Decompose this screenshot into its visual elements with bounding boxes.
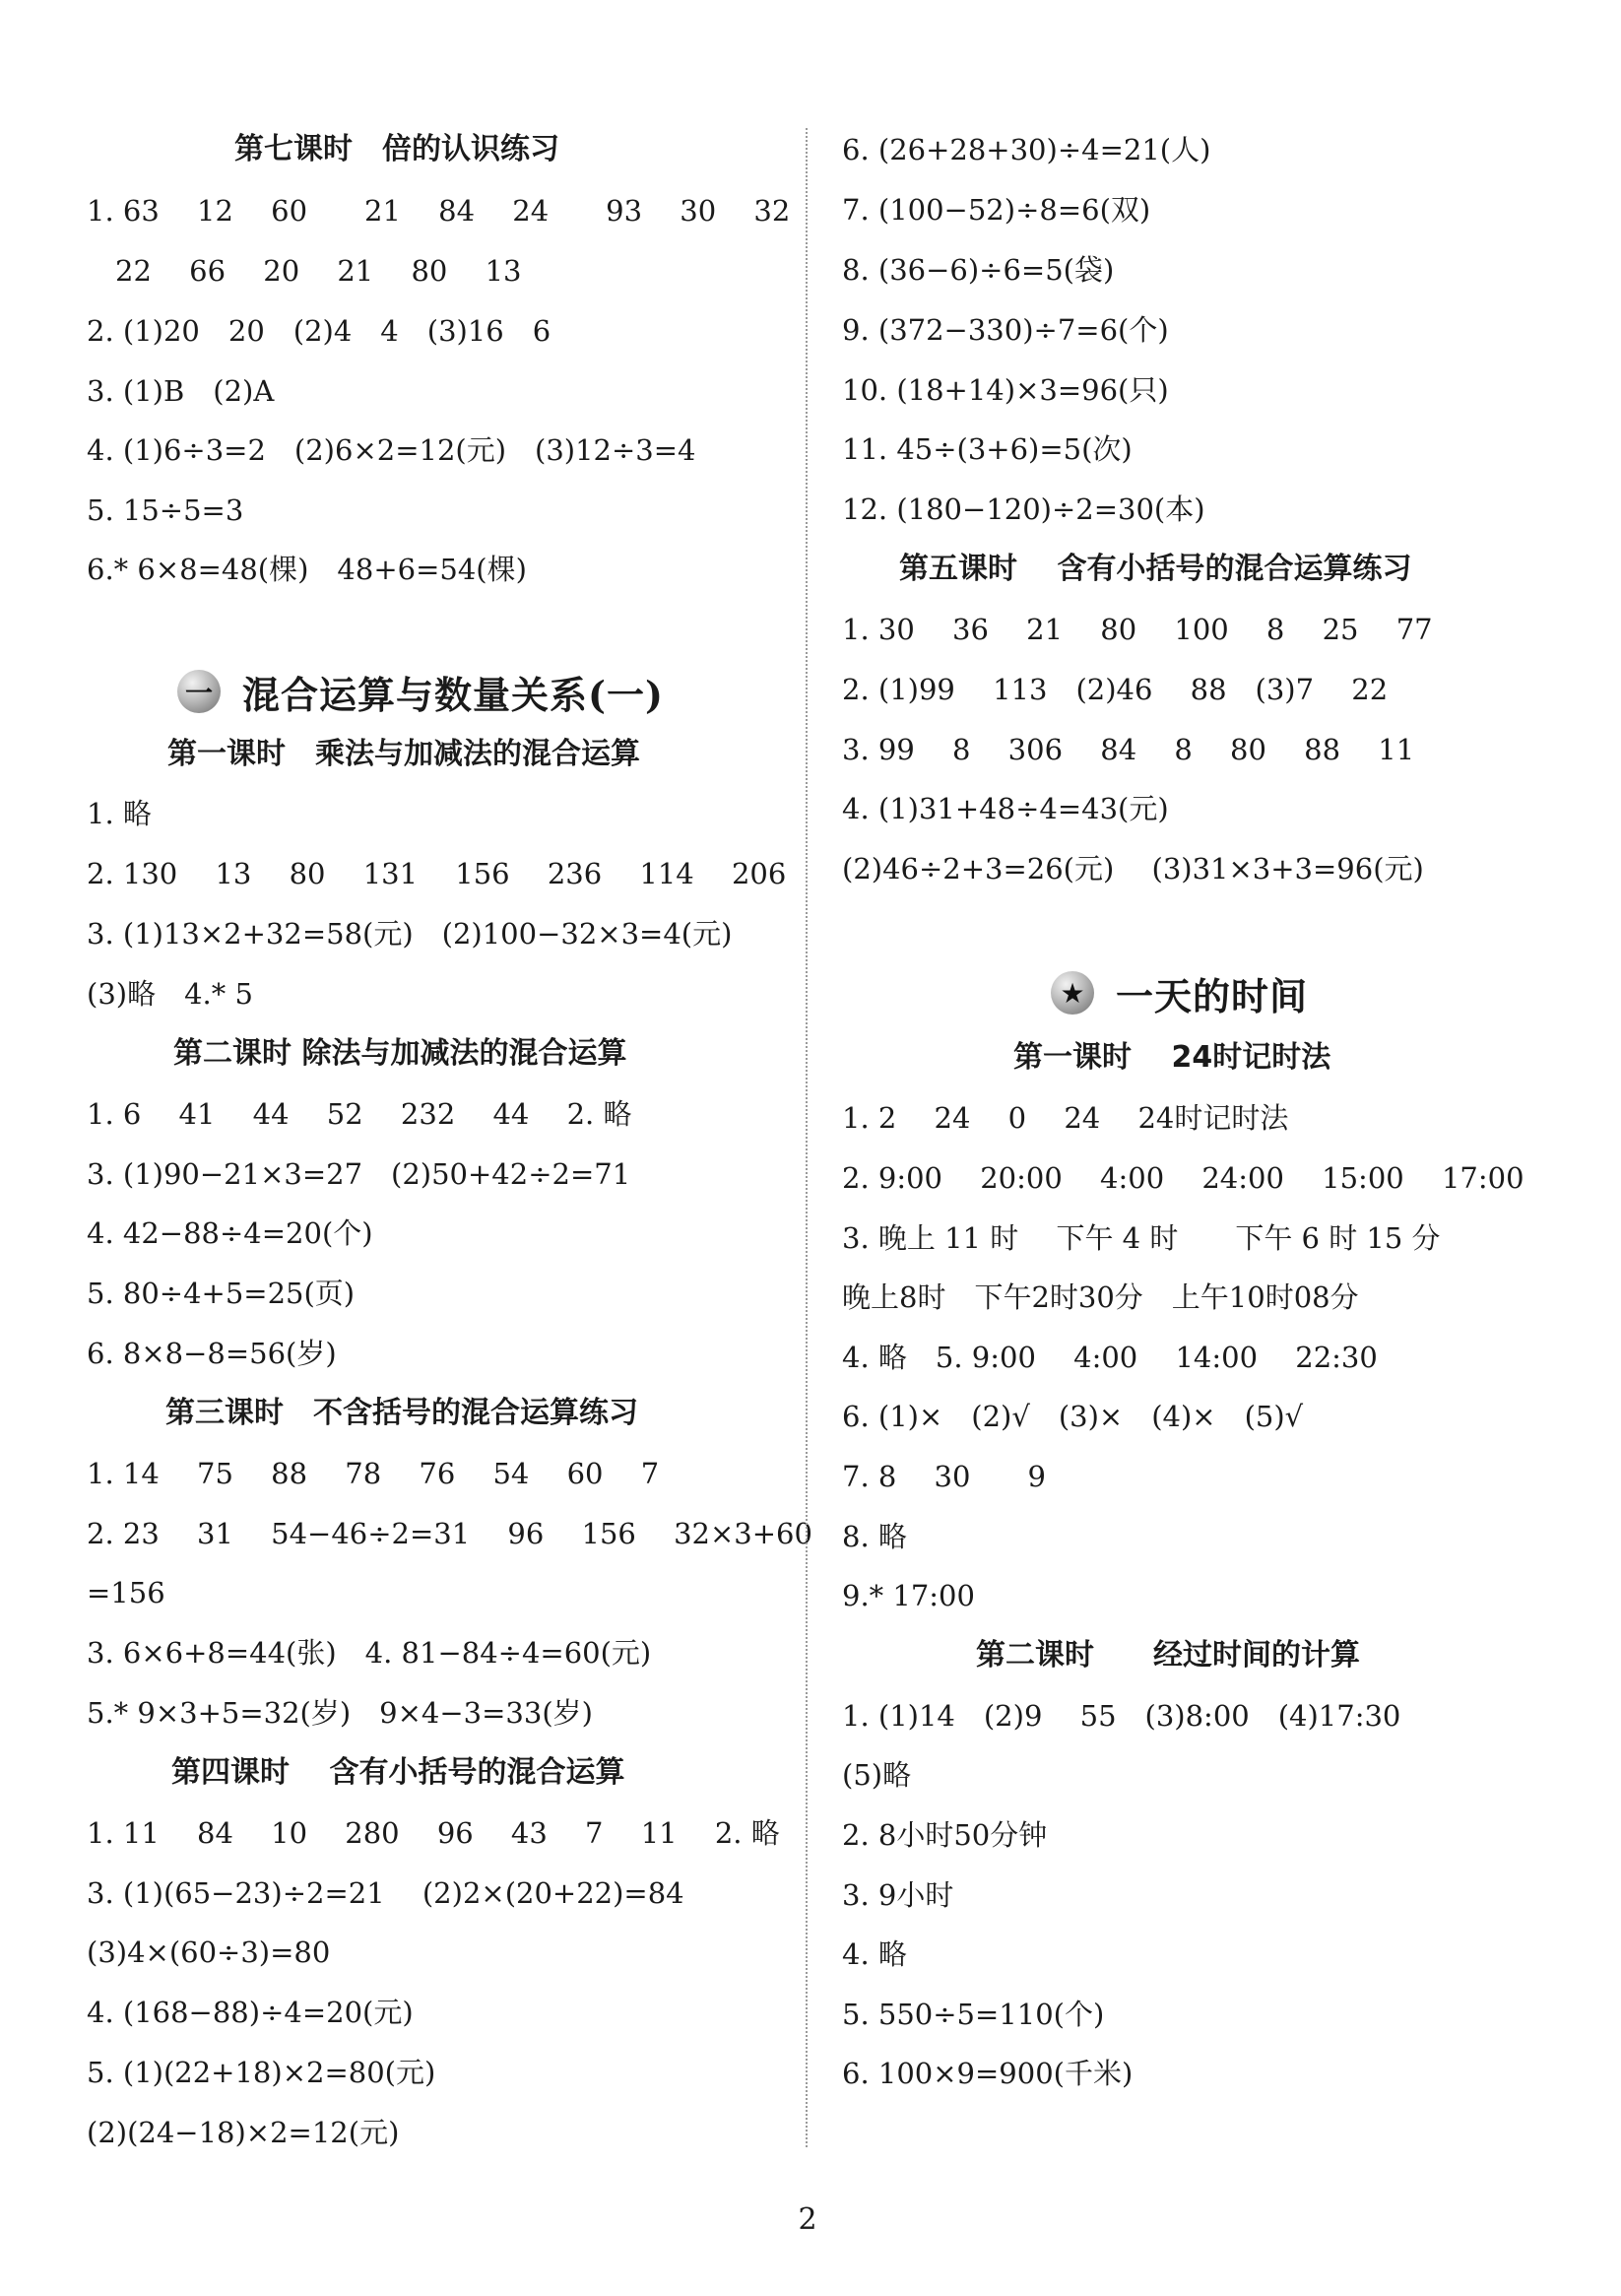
answer-line: 3. 99 8 306 84 8 80 88 11 <box>842 733 1415 766</box>
answer-line: 10. (18+14)×3=96(只) <box>842 373 1169 407</box>
answer-line: 3. (1)B (2)A <box>87 374 275 408</box>
column-divider <box>806 128 808 2147</box>
answer-line: 5. 80÷4+5=25(页) <box>87 1277 356 1310</box>
answer-line: 9.* 17:00 <box>842 1579 975 1612</box>
answer-line: 9. (372−330)÷7=6(个) <box>842 313 1169 347</box>
answer-line: 5. (1)(22+18)×2=80(元) <box>87 2056 436 2089</box>
answer-line: (2)(24−18)×2=12(元) <box>87 2116 400 2149</box>
answer-line: =156 <box>87 1576 165 1609</box>
answer-line: (3)略 4.* 5 <box>87 977 253 1011</box>
answer-line: 3. (1)13×2+32=58(元) (2)100−32×3=4(元) <box>87 917 733 951</box>
answer-line: 4. 略 5. 9:00 4:00 14:00 22:30 <box>842 1341 1378 1374</box>
answer-line: 6. (26+28+30)÷4=21(人) <box>842 133 1211 166</box>
lesson-title: 第五课时 含有小括号的混合运算练习 <box>899 552 1412 586</box>
answer-line: 11. 45÷(3+6)=5(次) <box>842 432 1133 466</box>
answer-line: (5)略 <box>842 1758 912 1792</box>
star-icon: ★ <box>1051 971 1094 1015</box>
answer-line: 7. 8 30 9 <box>842 1460 1046 1493</box>
unit-title: 一天的时间 <box>1116 973 1309 1018</box>
page-number: 2 <box>798 2202 817 2237</box>
answer-line: 晚上8时 下午2时30分 上午10时08分 <box>842 1280 1359 1314</box>
lesson-title: 第四课时 含有小括号的混合运算 <box>171 1755 625 1790</box>
answer-line: 5.* 9×3+5=32(岁) 9×4−3=33(岁) <box>87 1696 593 1730</box>
answer-line: 3. 晚上 11 时 下午 4 时 下午 6 时 15 分 <box>842 1221 1441 1255</box>
lesson-title: 第一课时 乘法与加减法的混合运算 <box>167 737 640 771</box>
lesson-7-title: 第七课时 倍的认识练习 <box>234 132 559 166</box>
lesson-title: 第一课时 24时记时法 <box>1013 1040 1331 1075</box>
answer-line: 1. 11 84 10 280 96 43 7 11 2. 略 <box>87 1816 780 1850</box>
answer-line: 2. (1)99 113 (2)46 88 (3)7 22 <box>842 673 1389 706</box>
answer-line: 4. (168−88)÷4=20(元) <box>87 1996 414 2029</box>
answer-line: 2. 8小时50分钟 <box>842 1818 1048 1852</box>
answer-line: 6.* 6×8=48(棵) 48+6=54(棵) <box>87 553 527 586</box>
answer-line: 3. 6×6+8=44(张) 4. 81−84÷4=60(元) <box>87 1636 652 1670</box>
unit-badge-icon: 一 <box>177 670 221 713</box>
answer-line: 8. (36−6)÷6=5(袋) <box>842 253 1115 287</box>
answer-line: 4. 略 <box>842 1937 907 1971</box>
unit-title: 混合运算与数量关系(一) <box>242 672 664 717</box>
answer-line: 2. 9:00 20:00 4:00 24:00 15:00 17:00 <box>842 1161 1524 1195</box>
answer-line: 3. (1)90−21×3=27 (2)50+42÷2=71 <box>87 1157 631 1191</box>
answer-line: 6. 100×9=900(千米) <box>842 2057 1134 2090</box>
unit-heading <box>1051 963 1308 1022</box>
answer-line: 1. 63 12 60 21 84 24 93 30 32 <box>87 194 791 228</box>
answer-line: 4. (1)31+48÷4=43(元) <box>842 792 1169 825</box>
answer-line: (2)46÷2+3=26(元) (3)31×3+3=96(元) <box>842 852 1424 886</box>
lesson-title: 第三课时 不含括号的混合运算练习 <box>165 1396 638 1430</box>
answer-line: 4. 42−88÷4=20(个) <box>87 1216 373 1250</box>
answer-line: 1. 2 24 0 24 24时记时法 <box>842 1101 1289 1135</box>
answer-line: 1. 略 <box>87 797 152 830</box>
answer-line: 6. 8×8−8=56(岁) <box>87 1337 337 1370</box>
lesson-title: 第二课时 经过时间的计算 <box>976 1638 1360 1673</box>
answer-line: 1. (1)14 (2)9 55 (3)8:00 (4)17:30 <box>842 1699 1401 1733</box>
answer-line: (3)4×(60÷3)=80 <box>87 1935 331 1969</box>
answer-line: 2. 130 13 80 131 156 236 114 206 <box>87 857 787 890</box>
unit-heading <box>177 662 664 721</box>
answer-line: 22 66 20 21 80 13 <box>87 254 522 288</box>
answer-line: 12. (180−120)÷2=30(本) <box>842 492 1205 526</box>
answer-line: 5. 15÷5=3 <box>87 493 244 527</box>
answer-line: 2. (1)20 20 (2)4 4 (3)16 6 <box>87 314 551 348</box>
answer-line: 2. 23 31 54−46÷2=31 96 156 32×3+60 <box>87 1517 812 1550</box>
answer-line: 5. 550÷5=110(个) <box>842 1998 1105 2031</box>
answer-line: 8. 略 <box>842 1520 907 1553</box>
answer-line: 7. (100−52)÷8=6(双) <box>842 193 1151 227</box>
answer-line: 4. (1)6÷3=2 (2)6×2=12(元) (3)12÷3=4 <box>87 433 696 467</box>
answer-line: 1. 14 75 88 78 76 54 60 7 <box>87 1457 660 1490</box>
answer-line: 6. (1)× (2)√ (3)× (4)× (5)√ <box>842 1400 1304 1433</box>
lesson-title: 第二课时 除法与加减法的混合运算 <box>173 1036 627 1071</box>
answer-line: 3. (1)(65−23)÷2=21 (2)2×(20+22)=84 <box>87 1876 684 1910</box>
answer-line: 1. 30 36 21 80 100 8 25 77 <box>842 613 1433 646</box>
answer-line: 1. 6 41 44 52 232 44 2. 略 <box>87 1097 632 1131</box>
answer-line: 3. 9小时 <box>842 1878 954 1912</box>
